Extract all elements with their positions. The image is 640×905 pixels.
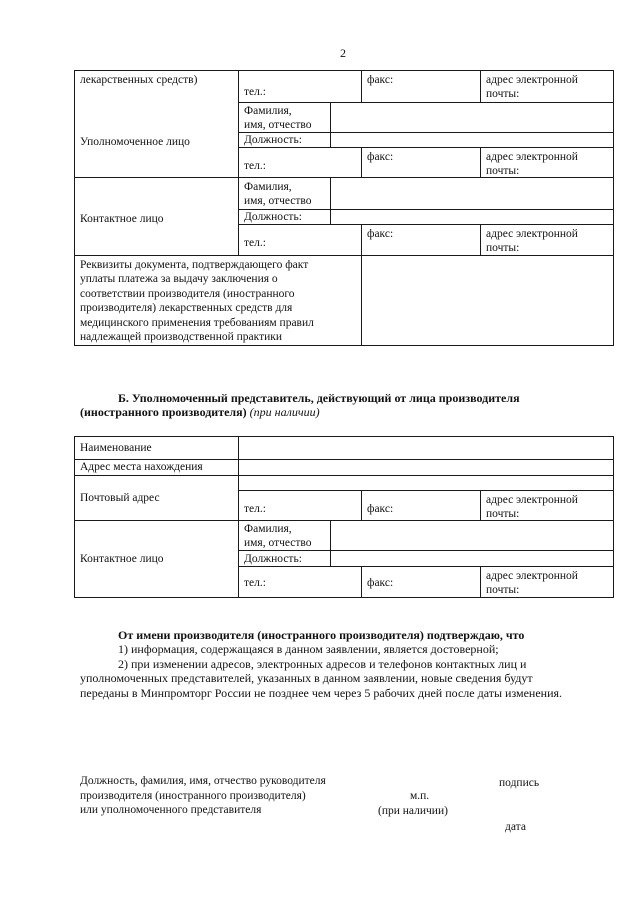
confirmation-item-2-line-2: уполномоченных представителей, указанных в данном заявлении, новые сведения будут [80,671,533,685]
tel-label: тел.: [244,503,266,515]
payment-details-label-6: надлежащей производственной практики [80,331,283,343]
payment-details-label-4: производителя) лекарственных средств для [80,302,293,314]
payment-details-label-3: соответствии производителя (иностранного [80,288,295,300]
tel-label: тел.: [244,237,266,249]
confirmation-item-2-line-3: переданы в Минпромторг России не позднее чем через 5 рабочих дней после даты изменения. [80,686,563,700]
email-label: адрес электронной [486,74,578,86]
manufacturer-label-tail: лекарственных средств) [80,74,198,86]
tel-label: тел.: [244,577,266,589]
signatory-position-label-2: производителя (иностранного производителя) [80,790,306,802]
payment-details-label: Реквизиты документа, подтверждающего факт [80,259,309,271]
confirmation-item-1: 1) информация, содержащаяся в данном заявлении, является достоверной; [118,642,499,656]
email-label-2: почты: [486,584,520,596]
fax-label: факс: [367,503,394,515]
tel-label: тел.: [244,86,266,98]
fax-label: факс: [367,577,394,589]
email-label-2: почты: [486,165,520,177]
payment-details-label-2: уплаты платежа за выдачу заключения о [80,273,278,285]
full-name-label-2: имя, отчество [244,195,312,207]
postal-address-label: Почтовый адрес [80,492,160,504]
section-b-title-2 [80,406,320,419]
email-label-2: почты: [486,508,520,520]
payment-details-label-5: медицинского применения требованиям правил [80,317,314,329]
section-b-title-note: (при наличии) [249,405,320,419]
stamp-label: м.п. [410,790,430,802]
full-name-label-2: имя, отчество [244,537,312,549]
contact-person-label: Контактное лицо [80,213,164,225]
position-label: Должность: [244,134,302,146]
tel-label: тел.: [244,160,266,172]
email-label-2: почты: [486,88,520,100]
email-label-2: почты: [486,242,520,254]
full-name-label-2: имя, отчество [244,119,312,131]
fax-label: факс: [367,151,394,163]
email-label: адрес электронной [486,494,578,506]
confirmation-heading: От имени производителя (иностранного производителя) подтверждаю, что [118,628,525,642]
page-number: 2 [340,46,346,60]
full-name-label: Фамилия, [244,181,292,193]
authorized-person-label: Уполномоченное лицо [80,136,190,148]
stamp-note: (при наличии) [378,805,448,817]
date-label: дата [505,821,526,833]
location-address-label: Адрес места нахождения [80,461,203,473]
full-name-label: Фамилия, [244,523,292,535]
name-label: Наименование [80,442,152,454]
section-b-title-manufacturer: (иностранного производителя) [80,405,247,419]
email-label: адрес электронной [486,570,578,582]
contact-person-label: Контактное лицо [80,553,164,565]
signatory-position-label: Должность, фамилия, имя, отчество руководителя [80,775,326,787]
section-b-title: Б. Уполномоченный представитель, действующий от лица производителя [118,391,520,405]
fax-label: факс: [367,74,394,86]
signatory-position-label-3: или уполномоченного представителя [80,804,262,816]
full-name-label: Фамилия, [244,105,292,117]
email-label: адрес электронной [486,151,578,163]
position-label: Должность: [244,553,302,565]
fax-label: факс: [367,228,394,240]
confirmation-item-2: 2) при изменении адресов, электронных адресов и телефонов контактных лиц и [118,657,527,671]
email-label: адрес электронной [486,228,578,240]
signature-label: подпись [499,777,540,789]
position-label: Должность: [244,211,302,223]
